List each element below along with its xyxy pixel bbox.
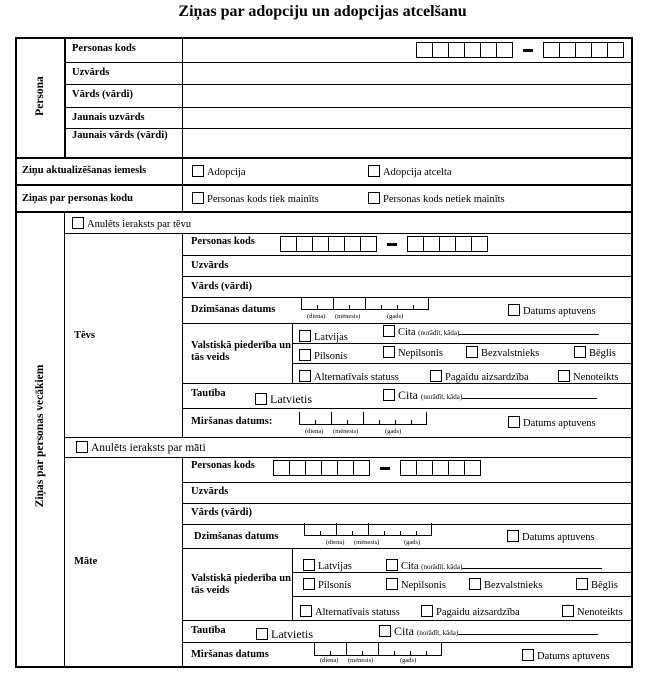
father-alternative-checkbox[interactable]: [299, 370, 399, 383]
father-birth-approx-checkbox[interactable]: [508, 304, 596, 317]
mother-alternative-checkbox[interactable]: [300, 605, 400, 618]
divider: [182, 408, 631, 409]
persona-code-input[interactable]: [416, 42, 624, 58]
option-label: Bezvalstnieks: [484, 580, 543, 591]
persona-name-input[interactable]: [183, 85, 630, 107]
code-info-label: Ziņas par personas kodu: [22, 193, 133, 204]
divider: [182, 620, 631, 621]
mother-nationality-cita-checkbox[interactable]: [379, 624, 598, 639]
persona-new-surname-input[interactable]: [183, 108, 630, 128]
father-nationality-cita-checkbox[interactable]: [383, 388, 597, 403]
checkbox-icon[interactable]: [299, 349, 311, 361]
day-caption: (diena): [320, 657, 339, 664]
option-label: Bezvalstnieks: [481, 348, 540, 359]
divider: [182, 323, 631, 324]
checkbox-icon[interactable]: [576, 578, 588, 590]
code-unchanged-checkbox[interactable]: [368, 192, 505, 205]
mother-bezvalstnieks-checkbox[interactable]: [469, 578, 542, 591]
persona-name-label: Vārds (vārdi): [72, 89, 133, 100]
checkbox-icon[interactable]: [368, 192, 380, 204]
father-surname-label: Uzvārds: [191, 260, 229, 271]
persona-new-surname-label: Jaunais uzvārds: [72, 112, 145, 123]
divider: [15, 211, 631, 213]
option-label: Alternatīvais statuss: [314, 372, 399, 383]
option-label: Nenoteikts: [577, 607, 623, 618]
divider: [182, 383, 631, 384]
day-caption: (diena): [326, 539, 345, 546]
checkbox-icon[interactable]: [383, 389, 395, 401]
divider: [64, 37, 66, 157]
father-citizenship-label: Valstiskā piederība un tās veids: [191, 340, 291, 363]
checkbox-icon[interactable]: [522, 649, 534, 661]
option-label: Personas kods netiek mainīts: [383, 194, 505, 205]
father-death-label: Miršanas datums:: [191, 416, 273, 427]
checkbox-icon[interactable]: [466, 346, 478, 358]
option-label: Adopcija: [207, 167, 246, 178]
checkbox-icon[interactable]: [507, 530, 519, 542]
checkbox-icon[interactable]: [72, 217, 84, 229]
mother-cita-checkbox[interactable]: [386, 559, 602, 572]
mother-death-label: Miršanas datums: [191, 649, 269, 660]
adoption-cancelled-checkbox[interactable]: [368, 165, 452, 178]
option-note: (norādīt, kāda): [421, 563, 463, 571]
month-caption: (mēnesis): [354, 539, 380, 546]
checkbox-icon[interactable]: [386, 559, 398, 571]
option-label: Pilsonis: [318, 580, 352, 591]
checkbox-icon[interactable]: [368, 165, 380, 177]
mother-latvietis-checkbox[interactable]: [256, 627, 313, 642]
divider: [15, 157, 631, 159]
mother-death-date-input[interactable]: [314, 643, 442, 664]
option-label: Pagaidu aizsardzība: [445, 372, 529, 383]
mother-death-approx-checkbox[interactable]: [522, 649, 610, 662]
option-label: Datums aptuvens: [523, 418, 596, 429]
persona-code-label: Personas kods: [72, 43, 136, 54]
option-label: Cita: [401, 561, 419, 572]
checkbox-icon[interactable]: [379, 625, 391, 637]
father-bezvalstnieks-checkbox[interactable]: [466, 346, 539, 359]
option-label: Cita: [398, 388, 418, 402]
father-name-label: Vārds (vārdi): [191, 281, 252, 292]
mother-code-input[interactable]: [273, 460, 481, 476]
father-death-approx-checkbox[interactable]: [508, 416, 596, 429]
father-code-label: Personas kods: [191, 236, 255, 247]
divider: [182, 255, 631, 256]
option-label: Bēglis: [589, 348, 616, 359]
father-cita-checkbox[interactable]: [383, 325, 599, 338]
divider: [64, 457, 631, 458]
checkbox-icon[interactable]: [469, 578, 481, 590]
divider: [292, 572, 631, 573]
checkbox-icon[interactable]: [299, 370, 311, 382]
divider: [292, 343, 631, 344]
option-label: Anulēts ieraksts par tēvu: [87, 219, 192, 230]
checkbox-icon[interactable]: [300, 605, 312, 617]
divider: [182, 482, 631, 483]
checkbox-icon[interactable]: [383, 346, 395, 358]
option-label: Adopcija atcelta: [383, 167, 452, 178]
mother-latvijas-checkbox[interactable]: [303, 559, 352, 572]
day-caption: (diena): [305, 428, 324, 435]
divider: [64, 212, 65, 666]
divider: [64, 233, 631, 234]
mother-code-label: Personas kods: [191, 460, 255, 471]
mother-birth-date-input[interactable]: [304, 523, 432, 546]
divider: [182, 276, 631, 277]
checkbox-icon[interactable]: [192, 165, 204, 177]
father-birth-label: Dzimšanas datums: [191, 304, 276, 315]
divider: [292, 363, 631, 364]
father-beglis-checkbox[interactable]: [574, 346, 616, 359]
checkbox-icon[interactable]: [303, 578, 315, 590]
checkbox-icon[interactable]: [430, 370, 442, 382]
code-changed-checkbox[interactable]: [192, 192, 319, 205]
father-latvijas-checkbox[interactable]: [299, 330, 348, 343]
father-undetermined-checkbox[interactable]: [558, 370, 619, 383]
mother-birth-label: Dzimšanas datums: [194, 531, 279, 542]
year-caption: (gads): [387, 313, 404, 320]
year-caption: (gads): [385, 428, 402, 435]
divider: [182, 457, 183, 666]
father-latvietis-checkbox[interactable]: [255, 392, 312, 407]
option-label: Cita: [394, 624, 414, 638]
father-pilsonis-checkbox[interactable]: [299, 349, 347, 362]
mother-citizenship-label: Valstiskā piederība un tās veids: [191, 573, 291, 596]
checkbox-icon[interactable]: [421, 605, 433, 617]
form-title: Ziņas par adopciju un adopcijas atcelšanu: [178, 3, 467, 20]
divider: [64, 437, 631, 438]
parents-section-label: Ziņas par personas vecākiem: [34, 364, 46, 508]
mother-annul-checkbox[interactable]: [76, 441, 206, 454]
persona-surname-input[interactable]: [183, 63, 630, 84]
mother-beglis-checkbox[interactable]: [576, 578, 618, 591]
checkbox-icon[interactable]: [256, 628, 268, 640]
father-death-date-input[interactable]: [299, 412, 427, 435]
checkbox-icon[interactable]: [574, 346, 586, 358]
divider: [292, 323, 293, 383]
option-label: Nepilsonis: [401, 580, 446, 591]
checkbox-icon[interactable]: [255, 393, 267, 405]
father-temporary-checkbox[interactable]: [430, 370, 529, 383]
father-label: Tēvs: [74, 330, 95, 341]
option-label: Datums aptuvens: [537, 651, 610, 662]
checkbox-icon[interactable]: [76, 441, 88, 453]
option-label: Bēglis: [591, 580, 618, 591]
checkbox-icon[interactable]: [303, 559, 315, 571]
option-label: Nenoteikts: [573, 372, 619, 383]
option-label: Latvietis: [270, 392, 312, 406]
checkbox-icon[interactable]: [299, 330, 311, 342]
option-note: (norādīt, kāda): [417, 629, 459, 637]
divider: [292, 548, 293, 620]
month-caption: (mēnesis): [335, 313, 361, 320]
father-nationality-label: Tautība: [191, 388, 226, 399]
mother-surname-label: Uzvārds: [191, 486, 229, 497]
year-caption: (gads): [404, 539, 421, 546]
option-note: (norādīt, kāda): [421, 393, 463, 401]
year-caption: (gads): [400, 657, 417, 664]
father-code-input[interactable]: [280, 236, 488, 252]
checkbox-icon[interactable]: [562, 605, 574, 617]
persona-new-name-label: Jaunais vārds (vārdi): [72, 130, 168, 141]
option-label: Cita: [398, 327, 416, 338]
checkbox-icon[interactable]: [192, 192, 204, 204]
mother-label: Māte: [74, 556, 98, 567]
checkbox-icon[interactable]: [508, 416, 520, 428]
divider: [292, 596, 631, 597]
checkbox-icon[interactable]: [386, 578, 398, 590]
mother-nationality-label: Tautība: [191, 625, 226, 636]
option-label: Pilsonis: [314, 351, 348, 362]
other-input[interactable]: [462, 398, 597, 399]
month-caption: (mēnesis): [333, 428, 359, 435]
option-label: Datums aptuvens: [522, 532, 595, 543]
father-annul-checkbox[interactable]: [72, 217, 191, 230]
persona-new-name-input[interactable]: [183, 129, 630, 156]
option-label: Latvietis: [271, 627, 313, 641]
month-caption: (mēnesis): [348, 657, 374, 664]
divider: [182, 503, 631, 504]
option-label: Nepilsonis: [398, 348, 443, 359]
mother-undetermined-checkbox[interactable]: [562, 605, 623, 618]
checkbox-icon[interactable]: [558, 370, 570, 382]
mother-name-label: Vārds (vārdi): [191, 507, 252, 518]
mother-pilsonis-checkbox[interactable]: [303, 578, 351, 591]
option-label: Latvijas: [318, 561, 352, 572]
divider: [182, 233, 183, 437]
mother-nepilsonis-checkbox[interactable]: [386, 578, 446, 591]
option-label: Pagaidu aizsardzība: [436, 607, 520, 618]
other-input[interactable]: [462, 568, 602, 569]
option-label: Datums aptuvens: [523, 306, 596, 317]
mother-birth-approx-checkbox[interactable]: [507, 530, 595, 543]
divider: [15, 184, 631, 186]
other-input[interactable]: [458, 634, 598, 635]
persona-surname-label: Uzvārds: [72, 67, 110, 78]
checkbox-icon[interactable]: [508, 304, 520, 316]
option-note: (norādīt, kāda): [418, 329, 460, 337]
persona-section-label: Persona: [34, 76, 46, 116]
option-label: Alternatīvais statuss: [315, 607, 400, 618]
adoption-checkbox[interactable]: [192, 165, 246, 178]
father-nepilsonis-checkbox[interactable]: [383, 346, 443, 359]
day-caption: (diena): [307, 313, 326, 320]
option-label: Personas kods tiek mainīts: [207, 194, 319, 205]
option-label: Latvijas: [314, 332, 348, 343]
other-input[interactable]: [459, 334, 599, 335]
reason-label: Ziņu aktualizēšanas iemesls: [22, 165, 147, 176]
checkbox-icon[interactable]: [383, 325, 395, 337]
option-label: Anulēts ieraksts par māti: [91, 442, 206, 454]
father-birth-date-input[interactable]: [301, 297, 429, 320]
divider: [182, 548, 631, 549]
mother-temporary-checkbox[interactable]: [421, 605, 520, 618]
